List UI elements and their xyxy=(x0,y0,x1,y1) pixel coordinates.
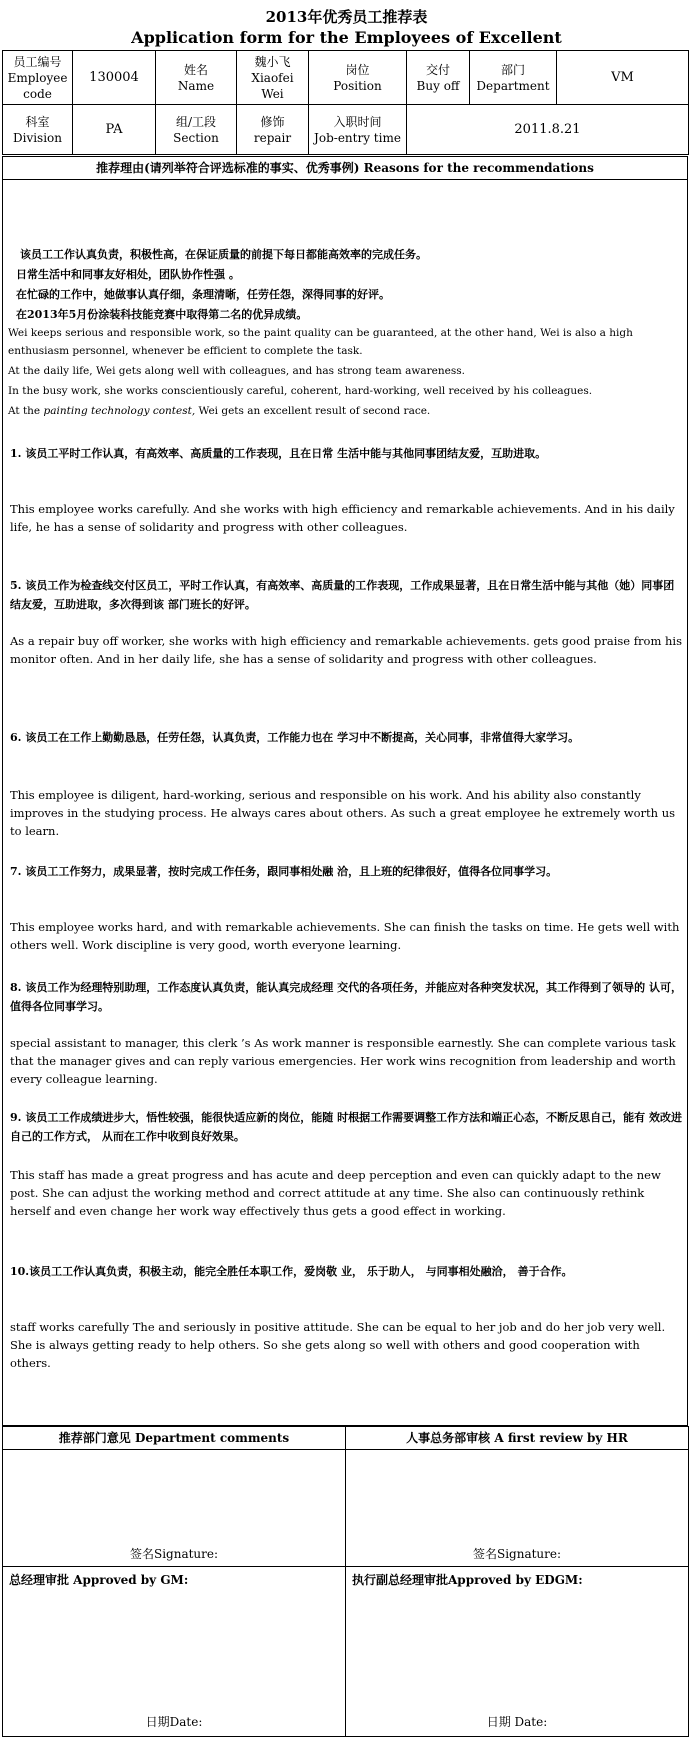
name-value: 魏小飞 Xiaofei Wei xyxy=(237,51,309,105)
item-7-english: This employee works hard, and with remarkable achievements. She can finish the tasks on time. He gets well with others well. Work discipline is very good, worth everyone learning. xyxy=(10,920,680,952)
employee-code-label: 员工编号 Employee code xyxy=(3,51,73,105)
employee-code-value: 130004 xyxy=(73,51,156,105)
gm-approval-box[interactable] xyxy=(3,1567,346,1737)
item-1-chinese: 1. 该员工平时工作认真，有高效率、高质量的工作表现，且在日常 生活中能与其他同事团结友爱，互助进取。 xyxy=(10,447,547,460)
item-1-english: This employee works carefully. And she works with high efficiency and remarkable achievements. And in his daily life, he has a sense of solidarity and progress with other colleagues. xyxy=(10,502,675,534)
intro-cn-line: 该员工工作认真负责，积极性高，在保证质量的前提下每日都能高效率的完成任务。 xyxy=(20,248,427,261)
item-7-chinese: 7. 该员工工作努力，成果显著，按时完成工作任务，跟同事相处融 洽，且上班的纪律很好，值得各位同事学习。 xyxy=(10,865,558,878)
name-label: 姓名 Name xyxy=(156,51,237,105)
item-6-chinese: 6. 该员工在工作上勤勤恳恳，任劳任怨，认真负责，工作能力也在 学习中不断提高，关心同事，非常值得大家学习。 xyxy=(10,731,580,744)
date-label-left: 日期Date: xyxy=(145,1715,203,1729)
edgm-approval-label: 执行副总经理审批Approved by EDGM: xyxy=(352,1573,583,1587)
section-label: 组/工段 Section xyxy=(156,105,237,155)
division-value: PA xyxy=(73,105,156,155)
department-comments-box[interactable] xyxy=(3,1450,346,1567)
form-title-english: Application form for the Employees of Excellent xyxy=(131,28,562,47)
edgm-approval-box[interactable] xyxy=(346,1567,689,1737)
intro-cn-line: 在忙碌的工作中，她做事认真仔细，条理清晰，任劳任怨，深得同事的好评。 xyxy=(16,288,390,301)
gm-approval-label: 总经理审批 Approved by GM: xyxy=(9,1573,189,1587)
division-label: 科室 Division xyxy=(3,105,73,155)
position-value: 交付 Buy off xyxy=(407,51,470,105)
section-value: 修饰 repair xyxy=(237,105,309,155)
intro-en-paragraph: At the painting technology contest, Wei gets an excellent result of second race. xyxy=(8,405,431,417)
department-label: 部门 Department xyxy=(470,51,557,105)
item-9-english: This staff has made a great progress and has acute and deep perception and even can quickly adapt to the new post. She can adjust the working method and correct attitude at any time. She also can continuously rethink herself and even change her work way effectively thus gets a good effect in working. xyxy=(10,1168,661,1218)
hr-review-box[interactable] xyxy=(346,1450,689,1567)
item-5-chinese: 5. 该员工作为检查线交付区员工，平时工作认真，有高效率、高质量的工作表现，工作成果显著，且在日常生活中能与其他（她）同事团结友爱，互助进取，多次得到该 部门班长的好评。 xyxy=(10,579,675,611)
intro-en-paragraph: Wei keeps serious and responsible work, so the paint quality can be guaranteed, at the other hand, Wei is also a high enthusiasm personnel, whenever be efficient to complete the task. xyxy=(8,327,633,357)
job-entry-label: 入职时间 Job-entry time xyxy=(309,105,407,155)
intro-cn-line: 在2013年5月份涂装科技能竞赛中取得第二名的优异成绩。 xyxy=(16,308,308,321)
item-5-english: As a repair buy off worker, she works with high efficiency and remarkable achievements. gets good praise from his monitor often. And in her daily life, she has a sense of solidarity and progress with other colleagues. xyxy=(10,634,682,666)
hr-review-header: 人事总务部审核 A first review by HR xyxy=(346,1427,689,1450)
job-entry-value: 2011.8.21 xyxy=(407,105,689,155)
position-label: 岗位 Position xyxy=(309,51,407,105)
date-label-right: 日期 Date: xyxy=(486,1715,548,1729)
item-6-english: This employee is diligent, hard-working, serious and responsible on his work. And his ability also constantly improves in the studying process. He always cares about others. As such a great employee he extremely worth us to learn. xyxy=(10,788,676,838)
form-title-chinese: 2013年优秀员工推荐表 xyxy=(265,8,428,26)
intro-cn-line: 日常生活中和同事友好相处，团队协作性强 。 xyxy=(16,268,240,281)
intro-en-paragraph: In the busy work, she works conscientiously careful, coherent, hard-working, well received by his colleagues. xyxy=(8,385,593,397)
item-9-chinese: 9. 该员工工作成绩进步大，悟性较强，能很快适应新的岗位，能随 时根据工作需要调整工作方法和端正心态，不断反思自己，能有 效改进自己的工作方式， 从而在工作中收到良好效果。 xyxy=(10,1111,682,1143)
item-10-chinese: 10.该员工工作认真负责，积极主动，能完全胜任本职工作，爱岗敬 业， 乐于助人， 与同事相处融洽， 善于合作。 xyxy=(10,1265,573,1278)
employee-info-table xyxy=(2,50,689,155)
reasons-header: 推荐理由(请列举符合评选标准的事实、优秀事例) Reasons for the recommendations xyxy=(2,156,688,180)
department-comments-header: 推荐部门意见 Department comments xyxy=(3,1427,346,1450)
item-10-english: staff works carefully The and seriously in positive attitude. She can be equal to her job and do her job very well. She is always getting ready to help others. So she gets along so well with others and good cooperation with others. xyxy=(10,1320,666,1370)
intro-en-paragraph: At the daily life, Wei gets along well with colleagues, and has strong team awareness. xyxy=(8,365,465,377)
signature-label-right: 签名Signature: xyxy=(472,1547,562,1561)
item-8-chinese: 8. 该员工作为经理特别助理，工作态度认真负责，能认真完成经理 交代的各项任务，并能应对各种突发状况，其工作得到了领导的 认可， 值得各位同事学习。 xyxy=(10,981,682,1013)
department-value: VM xyxy=(557,51,689,105)
signature-label-left: 签名Signature: xyxy=(129,1547,219,1561)
approval-table xyxy=(2,1426,689,1737)
item-8-english: special assistant to manager, this clerk ’s As work manner is responsible earnestly. She can complete various task that the manager gives and can reply various emergencies. Her work wins recognition from leadership and worth every colleague learning. xyxy=(10,1036,676,1086)
